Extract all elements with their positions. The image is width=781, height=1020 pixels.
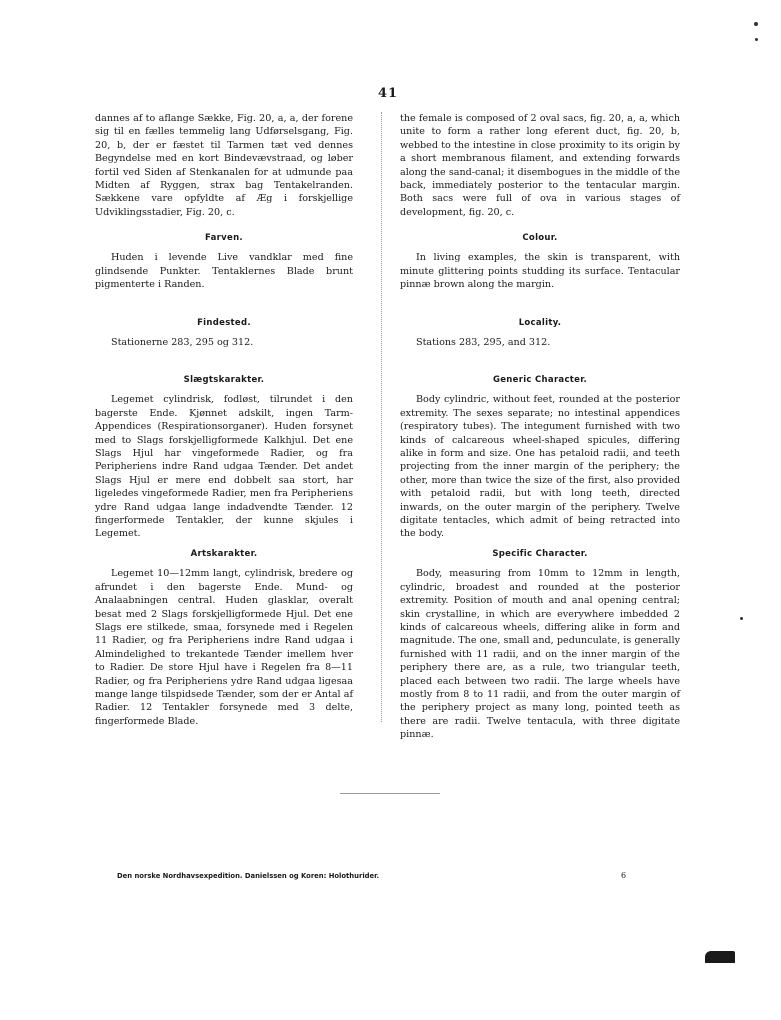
heading-findested: Findested. (197, 318, 251, 328)
heading-farven: Farven. (205, 233, 243, 243)
section-specific-character (400, 548, 680, 742)
text-colour: In living examples, the skin is transparent, with minute glittering points studding its surface. Tentacular pinnæ brown along the margin. (400, 252, 680, 291)
right-intro (400, 112, 680, 219)
page-number: 41 (378, 86, 399, 101)
section-slaegtskarakter (95, 374, 353, 541)
footer-signature: 6 (621, 871, 627, 880)
section-artskarakter (95, 548, 353, 728)
closing-rule (340, 793, 440, 794)
scan-blot (705, 951, 735, 963)
text-slaegtskarakter: Legemet cylindrisk, fodløst, tilrundet i den bagerste Ende. Kjønnet adskilt, ingen Tarm-Appendices (Respirationsorganer). Huden forsynet med to Slags forskjelligformede Kalkhjul. Det ene Slags Hjul har vingeformede Radier, og fra Peripheriens indre Rand udgaa Tænder. Det andet Slags Hjul er mere end dobbelt saa stort, har ligeledes vingeformede Radier, men fra Peripheriens ydre Rand udgaa lange indadvendte Tænder. 12 fingerformede Tentakler, der kunne skjules i Legemet. (95, 394, 353, 540)
heading-colour: Colour. (522, 233, 558, 243)
left-intro-text: dannes af to aflange Sække, Fig. 20, a, a, der forene sig til en fælles temmelig lang Udførselsgang, Fig. 20, b, der er fæstet til Tarmen tæt ved dennes Begyndelse med en kort Bindevævstraad, og løber fortil ved Siden af Stenkanalen for at udmunde paa Midten af Ryggen, strax bag Tentakelranden. Sækkene vare opfyldte af Æg i forskjellige Udviklingsstadier, Fig. 20, c. (95, 113, 353, 218)
section-generic-character (400, 374, 680, 541)
right-intro-text: the female is composed of 2 oval sacs, fig. 20, a, a, which unite to form a rather long eferent duct, fig. 20, b, webbed to the intestine in close proximity to its origin by a short membranous filament, and extending forwards along the sand-canal; it disembogues in the middle of the back, immediately posterior to the tentacular margin. Both sacs were full of ova in various stages of development, fig. 20, c. (400, 113, 680, 218)
section-locality (400, 317, 680, 350)
left-intro (95, 112, 353, 219)
heading-artskarakter: Artskarakter. (190, 549, 258, 559)
footer-series: Den norske Nordhavsexpedition. Danielssen og Koren: Holothurider. (117, 872, 380, 880)
text-specific-character: Body, measuring from 10mm to 12mm in length, cylindric, broadest and rounded at the posterior extremity. Position of mouth and anal opening central; skin crystalline, in which are everywhere imbedded 2 kinds of calcareous wheels, differing alike in form and magnitude. The one, small and, pedunculate, is generally furnished with 11 radii, and on the inner margin of the periphery there are, as a rule, two triangular teeth, placed each between two radii. The large wheels have mostly from 8 to 11 radii, and from the outer margin of the periphery project as many long, pointed teeth as there are radii. Twelve tentacula, with three digitate pinnæ. (400, 568, 680, 741)
section-findested (95, 317, 353, 350)
text-locality: Stations 283, 295, and 312. (416, 337, 551, 349)
heading-locality: Locality. (518, 318, 562, 328)
text-artskarakter: Legemet 10—12mm langt, cylindrisk, bredere og afrundet i den bagerste Ende. Mund- og Analaabningen central. Huden glasklar, overalt besat med 2 Slags forskjelligformede Hjul. Det ene Slags ere stilkede, smaa, forsynede med i Regelen 11 Radier, og fra Peripheriens indre Rand udgaa i Almindelighed to trekantede Tænder imellem hver to Radier. De store Hjul have i Regelen fra 8—11 Radier, og fra Peripheriens ydre Rand udgaa ligesaa mange lange tilspidsede Tænder, som der er Antal af Radier. 12 Tentakler forsynede med 3 delte, fingerformede Blade. (95, 568, 353, 727)
text-generic-character: Body cylindric, without feet, rounded at the posterior extremity. The sexes separate; no intestinal appendices (respiratory tubes). The integument furnished with two kinds of calcareous wheel-shaped spicules, differing alike in form and size. One has petaloid radii, and teeth projecting from the inner margin of the periphery; the other, more than twice the size of the first, also provided with petaloid radii, but with long teeth, directed inwards, on the outer margin of the periphery. Twelve digitate tentacles, which admit of being retracted into the body. (400, 394, 680, 540)
text-farven: Huden i levende Live vandklar med fine glindsende Punkter. Tentaklernes Blade brunt pigmenterte i Randen. (95, 252, 353, 291)
heading-specific-character: Specific Character. (492, 549, 588, 559)
column-gutter (381, 112, 383, 722)
section-colour (400, 232, 680, 292)
scan-speck (754, 22, 758, 26)
text-findested: Stationerne 283, 295 og 312. (111, 337, 254, 349)
section-farven (95, 232, 353, 292)
heading-generic-character: Generic Character. (492, 375, 588, 385)
scan-speck (755, 38, 758, 41)
heading-slaegtskarakter: Slægtskarakter. (183, 375, 265, 385)
scan-speck (740, 617, 743, 620)
